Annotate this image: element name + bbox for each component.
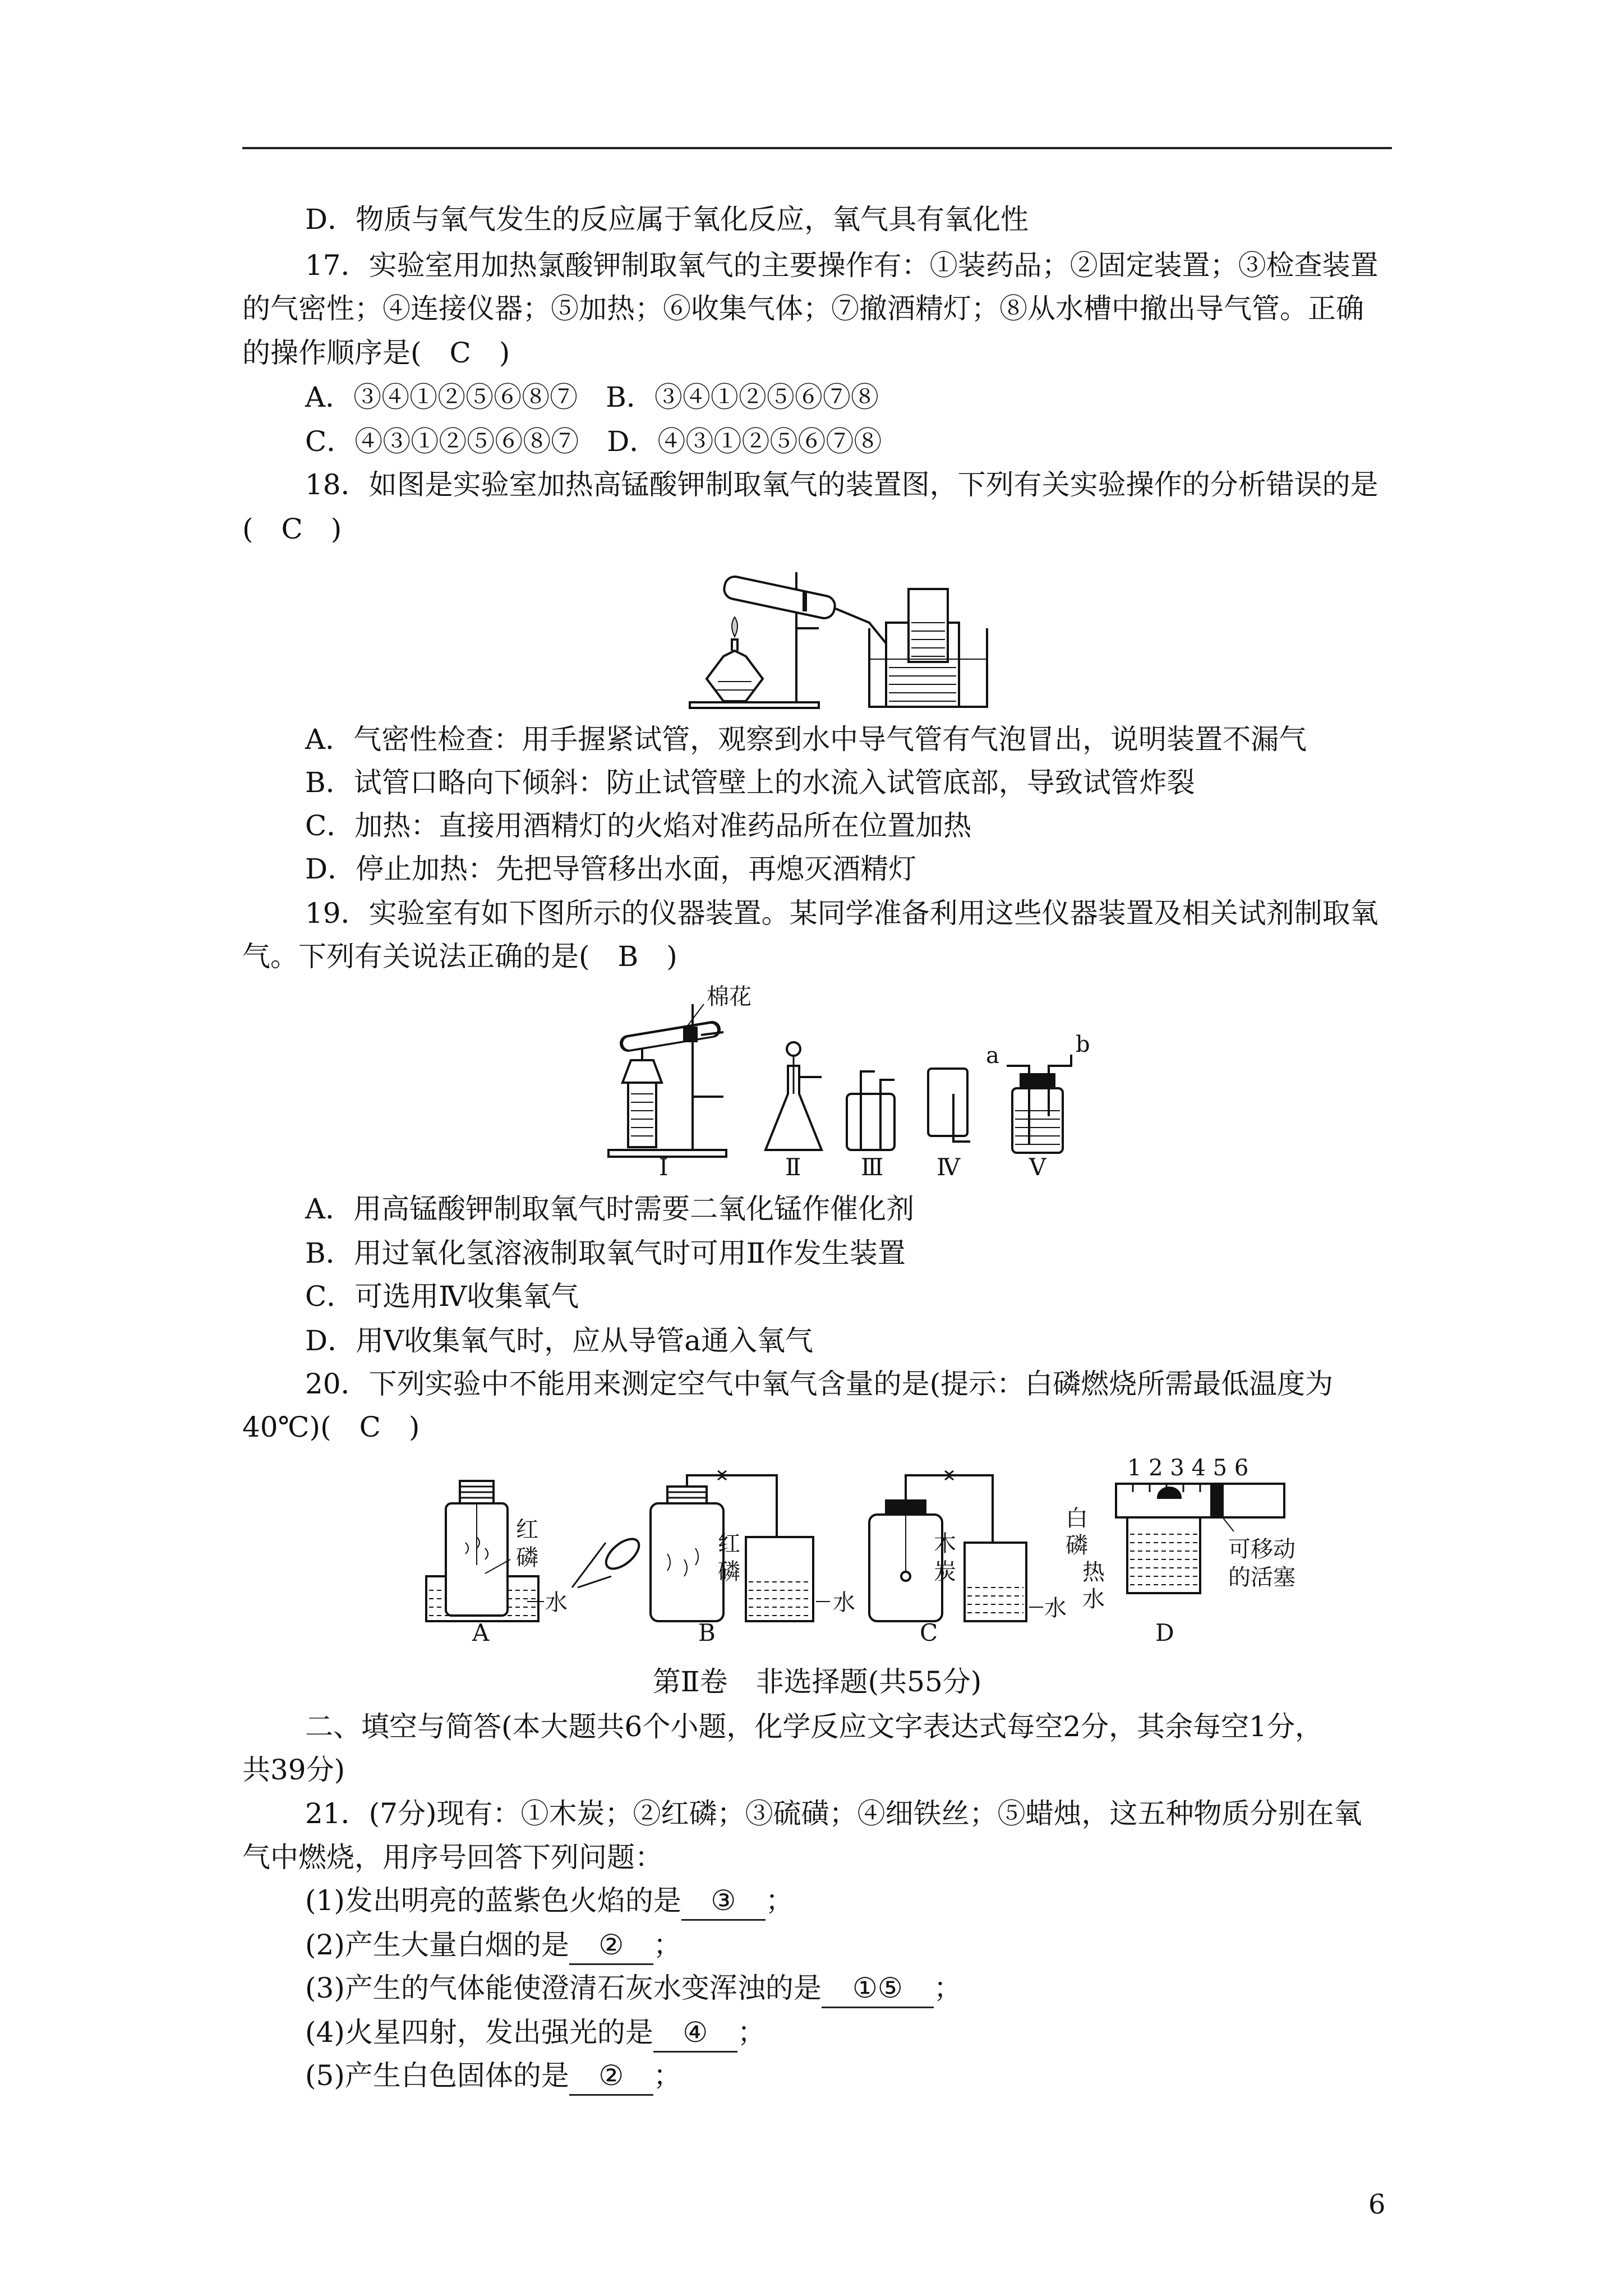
q21-part-5 [305, 2057, 1455, 2096]
fig-caption-b: B [698, 1619, 716, 1644]
q16-option-d: D．物质与氧气发生的反应属于氧化反应，氧气具有氧化性 [305, 203, 1029, 236]
q21-part-1-prompt: (1)发出明亮的蓝紫色火焰的是 [305, 1884, 681, 1917]
q18-stem-1: 18．如图是实验室加热高锰酸钾制取氧气的装置图，下列有关实验操作的分析错误的是 [305, 468, 1378, 501]
q17-options-cd: C．④③①②⑤⑥⑧⑦ D．④③①②⑤⑥⑦⑧ [305, 425, 882, 458]
q21-part-4-answer[interactable]: ④ [653, 2014, 737, 2053]
fig-d-piston-label-1: 可移动 [1228, 1536, 1295, 1562]
fig-caption-c: C [920, 1619, 938, 1644]
q21-part-3-prompt: (3)产生的气体能使澄清石灰水变浑浊的是 [305, 1972, 822, 2004]
fig-a-red-label-1: 红 [516, 1517, 538, 1543]
q21-part-4-prompt: (4)火星四射，发出强光的是 [305, 2016, 653, 2049]
q19-option-a: A．用高锰酸钾制取氧气时需要二氧化锰作催化剂 [305, 1193, 915, 1225]
q21-stem-1: 21．(7分)现有：①木炭；②红磷；③硫磺；④细铁丝；⑤蜡烛，这五种物质分别在氧 [305, 1797, 1362, 1830]
section-ii-title: 第Ⅱ卷 非选择题(共55分) [652, 1665, 982, 1698]
q18-option-a: A．气密性检查：用手握紧试管，观察到水中导气管有气泡冒出，说明装置不漏气 [305, 723, 1307, 756]
q20-apparatus-figure [404, 1458, 1312, 1644]
q21-part-5-answer[interactable]: ② [569, 2057, 653, 2096]
fig-d-white-label-2: 磷 [1066, 1533, 1088, 1558]
figure-label-v: Ⅴ [1029, 1153, 1046, 1178]
q17-options-ab: A．③④①②⑤⑥⑧⑦ B．③④①②⑤⑥⑦⑧ [305, 381, 879, 413]
cotton-label: 棉花 [707, 984, 751, 1010]
figure-label-i: Ⅰ [659, 1153, 668, 1178]
figure-label-iv: Ⅳ [937, 1153, 960, 1178]
q19-option-d: D．用Ⅴ收集氧气时，应从导管a通入氧气 [305, 1324, 814, 1357]
q21-part-2-prompt: (2)产生大量白烟的是 [305, 1929, 569, 1961]
fig-d-piston-label-2: 的活塞 [1228, 1565, 1295, 1590]
q19-apparatus-figure [606, 982, 1110, 1178]
port-b-label: b [1076, 1032, 1090, 1057]
q19-stem-2: 气。下列有关说法正确的是( B ) [242, 940, 677, 973]
q21-part-5-prompt: (5)产生白色固体的是 [305, 2059, 569, 2092]
q18-stem-2: ( C ) [242, 513, 342, 545]
q21-part-3-end: ； [933, 1972, 962, 2004]
q21-stem-2: 气中燃烧，用序号回答下列问题： [242, 1841, 663, 1874]
fig-c-water-label: 水 [1044, 1595, 1067, 1621]
section-ii-instructions-2: 共39分) [242, 1754, 345, 1786]
fig-c-charcoal-label-2: 炭 [934, 1559, 956, 1585]
fig-d-hot-label-1: 热 [1082, 1559, 1105, 1585]
q21-part-1 [305, 1882, 1455, 1921]
q21-part-3-answer[interactable]: ①⑤ [822, 1970, 934, 2008]
q21-part-4-end: ； [737, 2016, 766, 2049]
section-ii-instructions-1: 二、填空与简答(本大题共6个小题，化学反应文字表达式每空2分，其余每空1分， [305, 1710, 1323, 1743]
q17-stem-1: 17．实验室用加热氯酸钾制取氧气的主要操作有：①装药品；②固定装置；③检查装置 [305, 249, 1378, 282]
figure-label-iii: Ⅲ [861, 1153, 884, 1178]
q21-part-2-answer[interactable]: ② [569, 1926, 653, 1965]
fig-b-red-label-1: 红 [718, 1531, 740, 1557]
fig-d-white-label-1: 白 [1066, 1506, 1088, 1531]
port-a-label: a [986, 1043, 999, 1069]
figure-label-ii: Ⅱ [785, 1153, 801, 1178]
fig-caption-d: D [1155, 1619, 1174, 1644]
fig-caption-a: A [472, 1619, 490, 1644]
q21-part-2 [305, 1926, 1455, 1965]
q21-part-1-answer[interactable]: ③ [681, 1882, 766, 1921]
q19-option-c: C．可选用Ⅳ收集氧气 [305, 1280, 579, 1313]
q19-option-b: B．用过氧化氢溶液制取氧气时可用Ⅱ作发生装置 [305, 1237, 906, 1269]
q21-part-5-end: ； [653, 2059, 681, 2092]
q18-option-c: C．加热：直接用酒精灯的火焰对准药品所在位置加热 [305, 809, 972, 842]
q21-part-2-end: ； [653, 1929, 681, 1961]
q21-part-3 [305, 1970, 1455, 2008]
q21-part-4 [305, 2014, 1455, 2053]
fig-d-hot-label-2: 水 [1082, 1586, 1105, 1612]
q21-part-1-end: ； [765, 1884, 794, 1917]
fig-c-charcoal-label-1: 木 [934, 1531, 956, 1557]
q18-apparatus-figure [684, 561, 998, 724]
page-number: 6 [1368, 2189, 1386, 2220]
fig-b-red-label-2: 磷 [718, 1559, 740, 1585]
fig-a-water-label: 水 [545, 1590, 568, 1616]
q18-option-b: B．试管口略向下倾斜：防止试管壁上的水流入试管底部，导致试管炸裂 [305, 766, 1195, 799]
fig-d-scale-label: 1 2 3 4 5 6 [1127, 1458, 1249, 1481]
q20-stem-2: 40℃)( C ) [242, 1411, 420, 1443]
q20-stem-1: 20．下列实验中不能用来测定空气中氧气含量的是(提示：白磷燃烧所需最低温度为 [305, 1368, 1334, 1400]
fig-b-water-label: 水 [833, 1590, 855, 1616]
q18-option-d: D．停止加热：先把导管移出水面，再熄灭酒精灯 [305, 853, 917, 885]
q19-stem-1: 19．实验室有如下图所示的仪器装置。某同学准备利用这些仪器装置及相关试剂制取氧 [305, 897, 1378, 930]
q17-stem-3: 的操作顺序是( C ) [242, 337, 510, 369]
header-rule [242, 147, 1392, 149]
q17-stem-2: 的气密性；④连接仪器；⑤加热；⑥收集气体；⑦撤酒精灯；⑧从水槽中撤出导气管。正确 [242, 292, 1364, 325]
fig-a-red-label-2: 磷 [516, 1545, 538, 1571]
